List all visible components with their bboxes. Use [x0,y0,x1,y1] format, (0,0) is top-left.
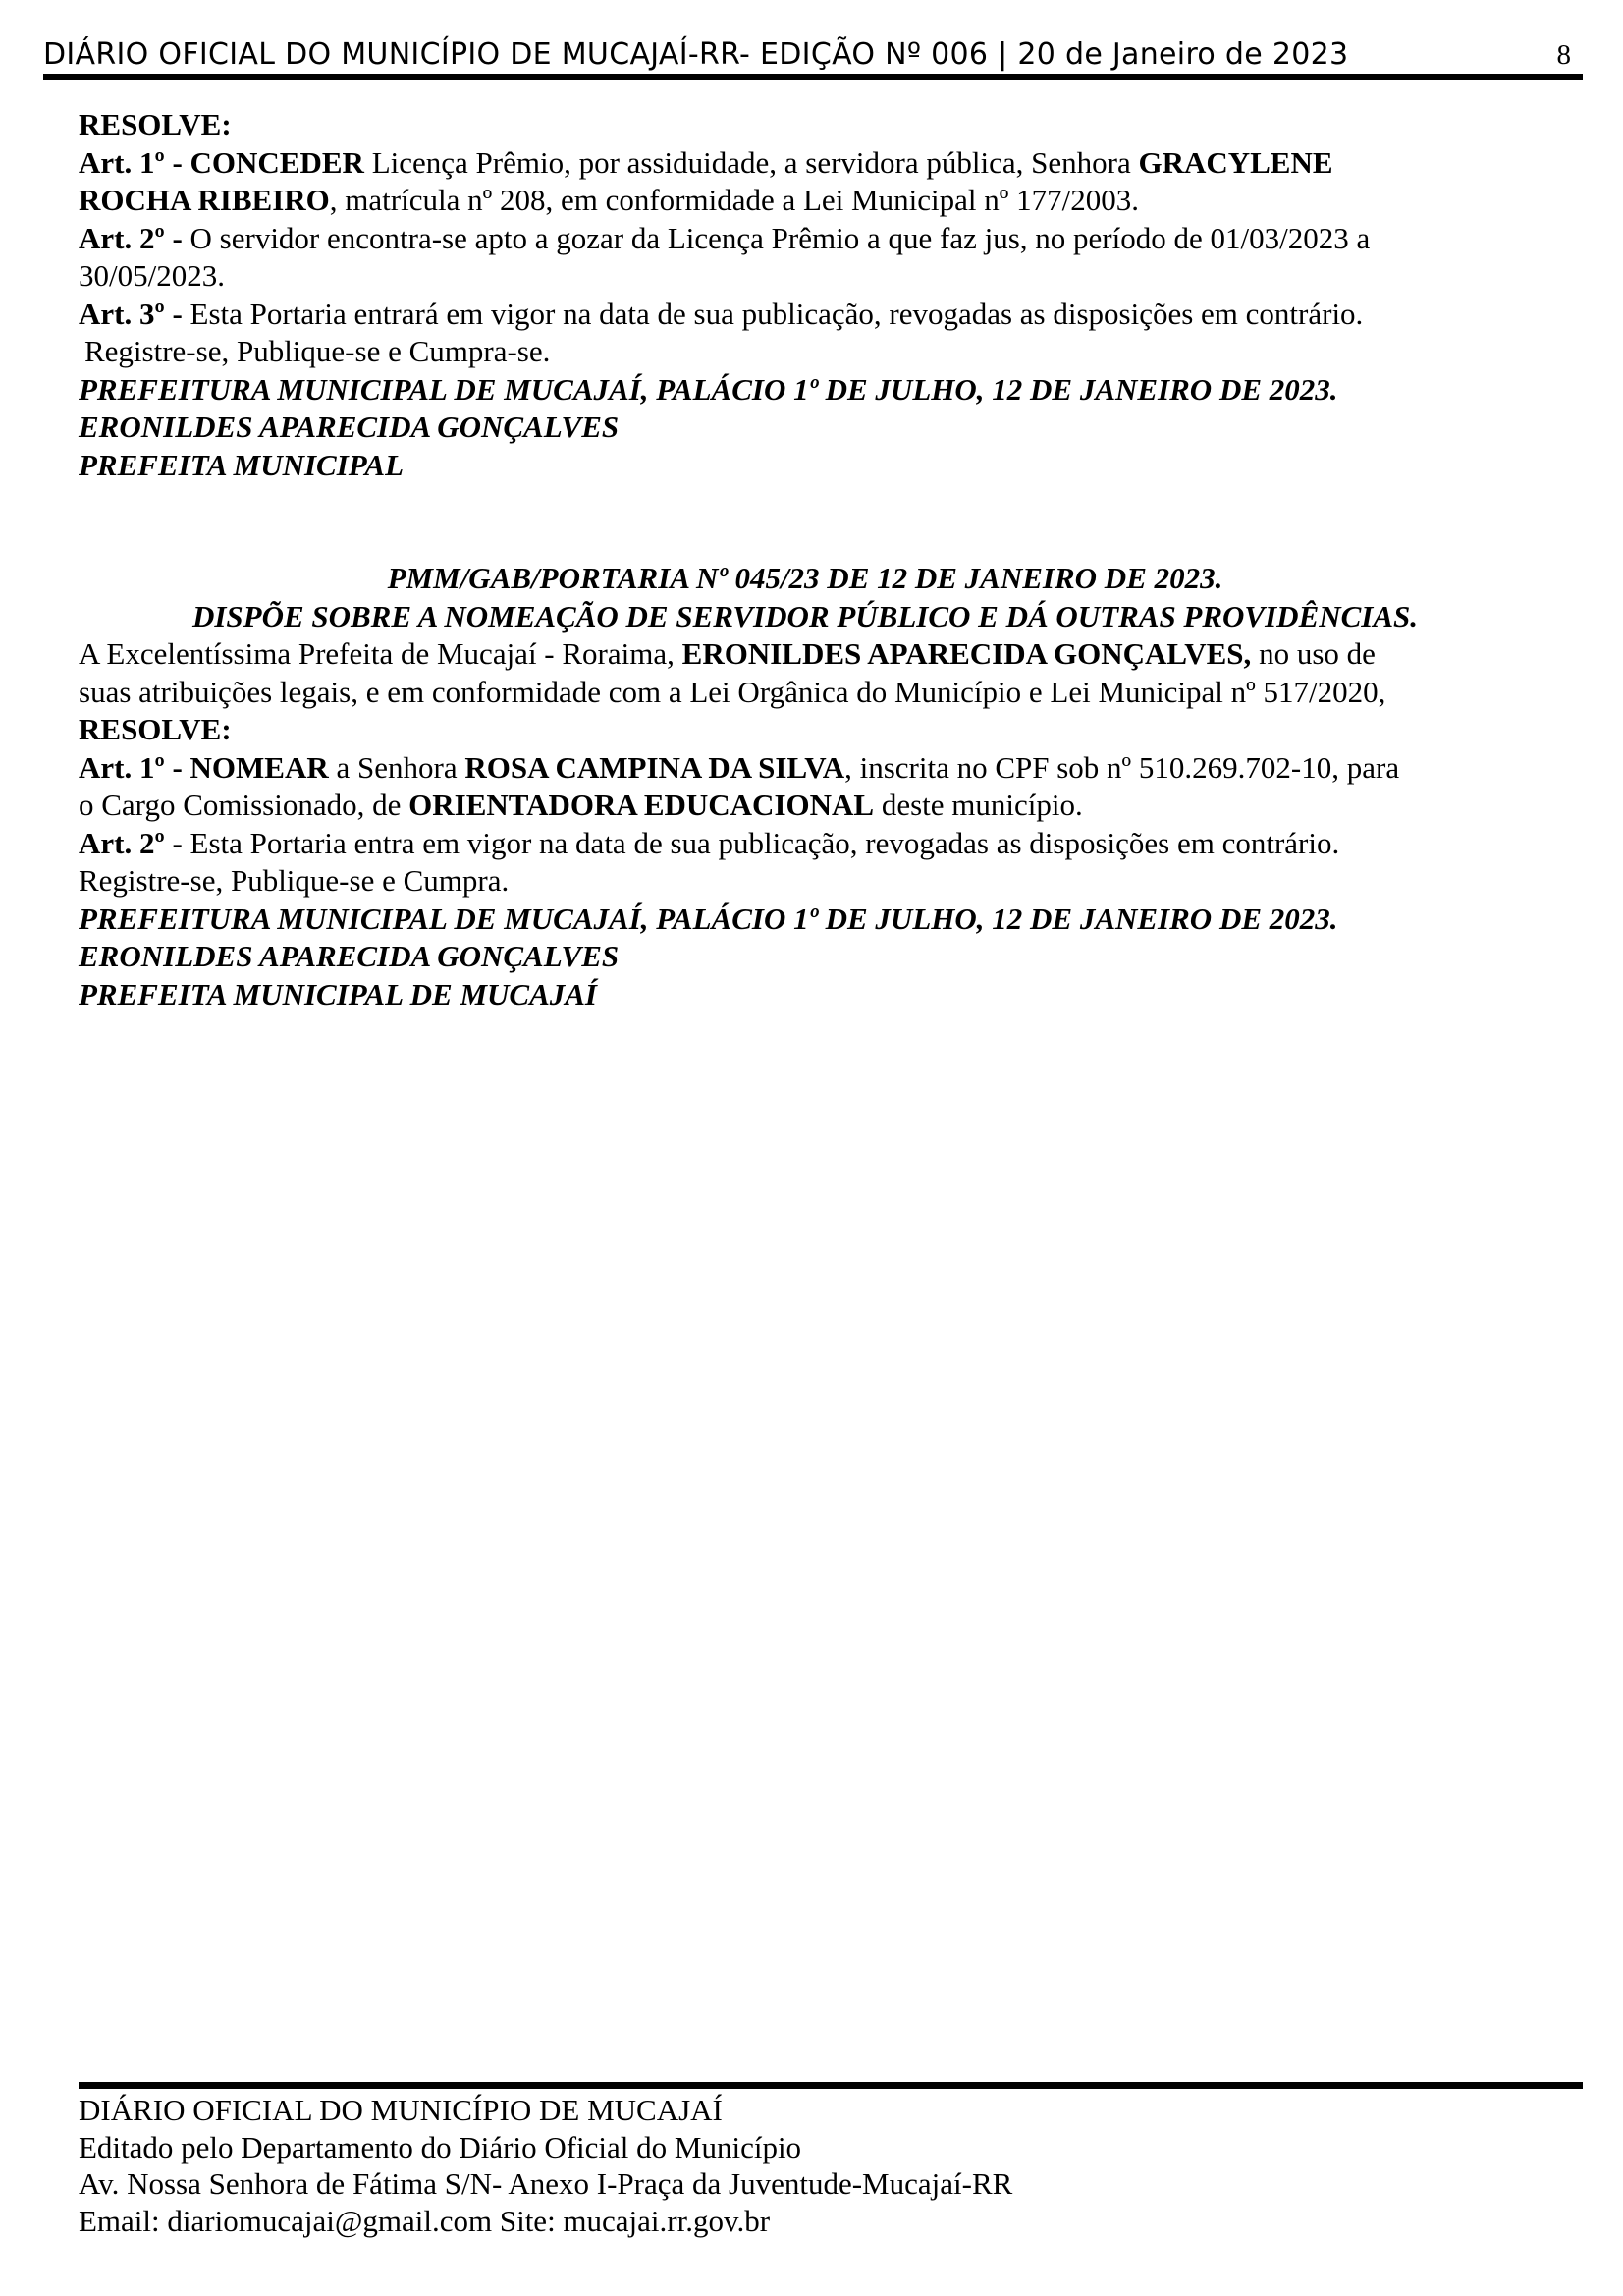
portaria-title: PMM/GAB/PORTARIA Nº 045/23 DE 12 DE JANEIRO DE 2023. [387,561,1223,595]
portaria-subtitle: DISPÕE SOBRE A NOMEAÇÃO DE SERVIDOR PÚBLICO E DÁ OUTRAS PROVIDÊNCIAS. [191,598,1419,633]
article-2: Art. 2º - Esta Portaria entra em vigor na data de sua publicação, revogadas as disposições em contrário. [79,825,1340,860]
article-1: Art. 1º - NOMEAR a Senhora ROSA CAMPINA DA SILVA, inscrita no CPF sob nº 510.269.702-10, para [79,749,1400,785]
footer-address: Av. Nossa Senhora de Fátima S/N- Anexo I-Praça da Juventude-Mucajaí-RR [79,2166,1013,2201]
portaria-continuation [79,106,1532,484]
portaria-045 [79,560,1532,1013]
signature-role: PREFEITA MUNICIPAL DE MUCAJAÍ [79,976,597,1011]
signature-place: PREFEITURA MUNICIPAL DE MUCAJAÍ, PALÁCIO 1º DE JULHO, 12 DE JANEIRO DE 2023. [79,901,1338,936]
page-header [43,37,1583,77]
gazette-header-title: DIÁRIO OFICIAL DO MUNICÍPIO DE MUCAJAÍ-RR- EDIÇÃO Nº 006 | 20 de Janeiro de 2023 [43,37,1349,72]
signature-role: PREFEITA MUNICIPAL [79,447,405,482]
signature-name: ERONILDES APARECIDA GONÇALVES [79,410,620,444]
footer-contact: Email: diariomucajai@gmail.com Site: mucajai.rr.gov.br [79,2203,771,2238]
intro-paragraph: A Excelentíssima Prefeita de Mucajaí - Roraima, ERONILDES APARECIDA GONÇALVES, no uso de [79,636,1376,671]
resolve-heading: RESOLVE: [79,107,232,141]
header-divider [43,74,1583,80]
article-1-cont: o Cargo Comissionado, de ORIENTADORA EDUCACIONAL deste município. [79,788,1083,822]
page-content [79,106,1532,1013]
register-line: Registre-se, Publique-se e Cumpra-se. [84,334,551,368]
page-number: 8 [1556,39,1571,71]
footer-divider [79,2082,1583,2089]
footer-publication-name: DIÁRIO OFICIAL DO MUNICÍPIO DE MUCAJAÍ [79,2093,723,2127]
article-2-cont: 30/05/2023. [79,258,225,293]
register-line: Registre-se, Publique-se e Cumpra. [79,863,510,898]
article-2: Art. 2º - O servidor encontra-se apto a gozar da Licença Prêmio a que faz jus, no período de 01/03/2023 a [79,220,1371,255]
article-1: Art. 1º - CONCEDER Licença Prêmio, por assiduidade, a servidora pública, Senhora GRACYLENE [79,144,1333,180]
section-spacer [79,484,1532,560]
signature-name: ERONILDES APARECIDA GONÇALVES [79,939,620,973]
signature-place: PREFEITURA MUNICIPAL DE MUCAJAÍ, PALÁCIO 1º DE JULHO, 12 DE JANEIRO DE 2023. [79,371,1338,407]
intro-paragraph-cont: suas atribuições legais, e em conformidade com a Lei Orgânica do Município e Lei Municipal nº 517/2020, [79,674,1386,709]
page-footer [79,2092,1583,2239]
article-1-cont: ROCHA RIBEIRO, matrícula nº 208, em conformidade a Lei Municipal nº 177/2003. [79,183,1139,217]
resolve-heading: RESOLVE: [79,712,232,746]
footer-editor: Editado pelo Departamento do Diário Oficial do Município [79,2129,802,2164]
article-3: Art. 3º - Esta Portaria entrará em vigor na data de sua publicação, revogadas as disposições em contrário. [79,296,1364,331]
